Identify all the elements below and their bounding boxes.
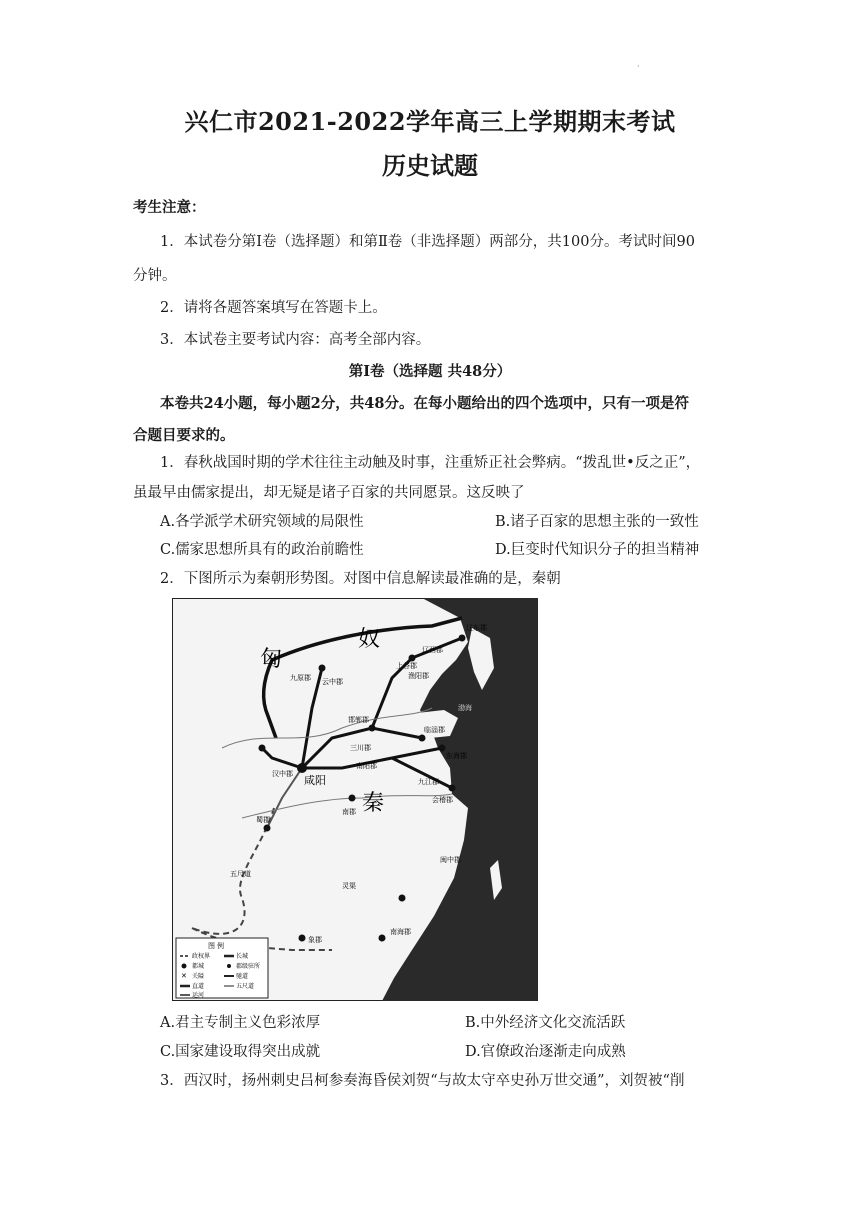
q1-option-a: A.各学派学术研究领域的局限性 xyxy=(160,514,364,530)
map-label-xianyang: 咸阳 xyxy=(304,775,326,787)
map-label-xiongnu-2: 奴 xyxy=(358,626,381,651)
map-label-shanggu: 上谷郡 xyxy=(396,663,417,670)
map-label-nanjun: 南郡 xyxy=(342,809,356,816)
legend-item-2: 长城 xyxy=(236,954,249,960)
legend-item-7: 直道 xyxy=(192,984,205,990)
legend-item-4: 郡级驻所 xyxy=(236,964,261,970)
map-label-qin: 秦 xyxy=(362,790,385,815)
map-label-linzi: 临淄郡 xyxy=(424,727,445,734)
map-label-kuaiji: 会稽郡 xyxy=(432,797,453,804)
map-label-yuyang: 渔阳郡 xyxy=(408,673,429,680)
legend-title: 图 例 xyxy=(208,943,224,950)
section-instructions-cont: 合题目要求的。 xyxy=(133,427,235,444)
map-label-handan: 邯郸郡 xyxy=(348,717,369,724)
notice-item-2: 2．请将各题答案填写在答题卡上。 xyxy=(160,300,387,316)
q1-option-b: B.诸子百家的思想主张的一致性 xyxy=(495,514,699,530)
legend-item-6: 驰道 xyxy=(236,974,249,980)
map-label-jiujiang: 九江郡 xyxy=(418,779,439,786)
legend-item-9: 运河 xyxy=(192,993,205,999)
map-label-donghai: 东海郡 xyxy=(446,753,467,760)
q1-stem-cont: 虽最早由儒家提出，却无疑是诸子百家的共同愿景。这反映了 xyxy=(133,485,525,501)
q3-stem: 3．西汉时，扬州刺史吕柯参奏海昏侯刘贺“与故太守卒史孙万世交通”，刘贺被“削 xyxy=(160,1073,685,1089)
map-label-yunzhong: 云中郡 xyxy=(322,679,343,686)
notice-item-3: 3．本试卷主要考试内容：高考全部内容。 xyxy=(160,332,431,348)
map-label-jiuyuan: 九原郡 xyxy=(290,675,311,682)
notice-item-1: 1．本试卷分第Ⅰ卷（选择题）和第Ⅱ卷（非选择题）两部分，共100分。考试时间90 xyxy=(160,234,695,250)
map-label-liaoxi: 辽西郡 xyxy=(422,647,443,654)
map-label-minzhong: 闽中郡 xyxy=(440,857,461,864)
q2-stem: 2．下图所示为秦朝形势图。对图中信息解读最准确的是，秦朝 xyxy=(160,571,561,587)
q1-stem: 1．春秋战国时期的学术往往主动触及时事，注重矫正社会弊病。“拨乱世•反之正”， xyxy=(160,455,701,471)
map-legend xyxy=(176,938,268,999)
subject-title: 历史试题 xyxy=(382,151,478,180)
qin-dynasty-map xyxy=(172,598,538,1001)
map-label-shu: 蜀郡 xyxy=(256,817,270,824)
scan-mark: · xyxy=(637,62,640,71)
section-instructions: 本卷共24小题，每小题2分，共48分。在每小题给出的四个选项中，只有一项是符 xyxy=(160,395,689,412)
q2-option-a: A.君主专制主义色彩浓厚 xyxy=(160,1015,321,1031)
map-label-hanzhong: 汉中郡 xyxy=(272,771,293,778)
legend-item-8: 五尺道 xyxy=(236,984,255,990)
map-label-xiang: 象郡 xyxy=(308,937,322,944)
map-label-wudao: 五尺道 xyxy=(230,871,251,878)
map-label-nanhai: 南海郡 xyxy=(390,929,411,936)
map-label-liaodong: 辽东郡 xyxy=(466,625,487,632)
section-title: 第Ⅰ卷（选择题 共48分） xyxy=(348,363,512,380)
q2-option-c: C.国家建设取得突出成就 xyxy=(160,1044,321,1060)
map-label-bohai: 渤海 xyxy=(458,705,472,712)
map-label-sanchuan: 三川郡 xyxy=(350,745,371,752)
map-label-lingqu: 灵渠 xyxy=(342,883,356,890)
q1-option-d: D.巨变时代知识分子的担当精神 xyxy=(495,542,700,558)
svg-text:✕: ✕ xyxy=(181,973,187,980)
legend-item-1: 政权界 xyxy=(192,954,211,960)
legend-item-3: 都城 xyxy=(192,964,205,970)
legend-item-5: 关隘 xyxy=(192,974,205,980)
notice-heading: 考生注意： xyxy=(133,199,206,216)
notice-item-1-cont: 分钟。 xyxy=(133,268,177,284)
map-label-xiongnu-1: 匈 xyxy=(260,646,283,671)
exam-title: 兴仁市2021-2022学年高三上学期期末考试 xyxy=(184,107,676,136)
q1-option-c: C.儒家思想所具有的政治前瞻性 xyxy=(160,542,364,558)
q2-option-b: B.中外经济文化交流活跃 xyxy=(465,1015,626,1031)
map-label-nanyang: 南阳郡 xyxy=(356,763,377,770)
q2-option-d: D.官僚政治逐渐走向成熟 xyxy=(465,1044,626,1060)
